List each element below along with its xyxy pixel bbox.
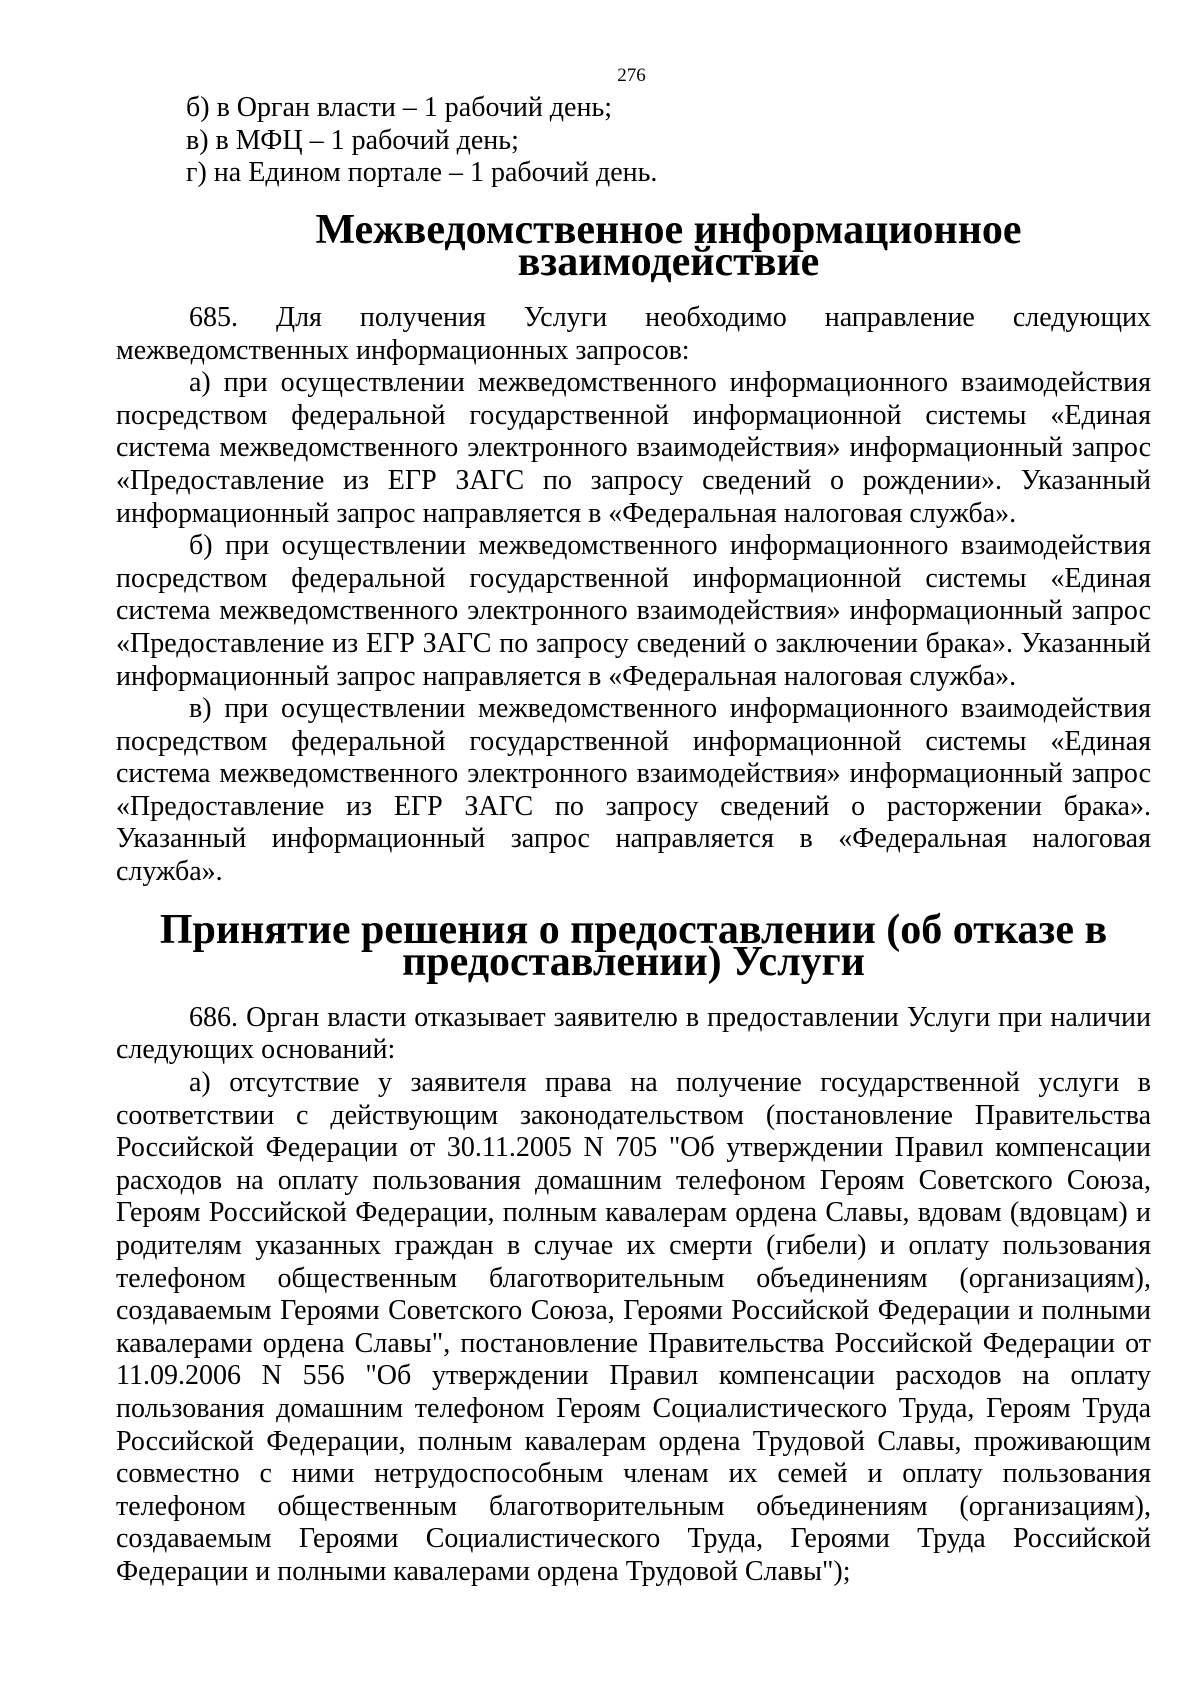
paragraph-686: 686. Орган власти отказывает заявителю в предоставлении Услуги при наличии следующих оснований: bbox=[116, 1001, 1151, 1066]
page-number: 276 bbox=[617, 65, 646, 86]
paragraph-685-b: б) при осуществлении межведомственного информационного взаимодействия посредством федеральной государственной информационной системы «Единая система межведомственного электронного взаимодействия» информационный запрос «Предоставление из ЕГР ЗАГС по запросу сведений о заключении брака». Указанный информационный запрос направляется в «Федеральная налоговая служба». bbox=[116, 530, 1151, 692]
list-item: б) в Орган власти – 1 рабочий день; bbox=[186, 92, 613, 123]
list-item: г) на Едином портале – 1 рабочий день. bbox=[186, 157, 658, 189]
document-body bbox=[116, 92, 1151, 1589]
list-item: в) в МФЦ – 1 рабочий день; bbox=[186, 124, 519, 156]
paragraph-685-v: в) при осуществлении межведомственного информационного взаимодействия посредством федеральной государственной информационной системы «Единая система межведомственного электронного взаимодействия» информационный запрос «Предоставление из ЕГР ЗАГС по запросу сведений о расторжении брака». Указанный информационный запрос направляется в «Федеральная налоговая служба». bbox=[116, 693, 1151, 888]
paragraph-685-a: а) при осуществлении межведомственного информационного взаимодействия посредством федеральной государственной информационной системы «Единая система межведомственного электронного взаимодействия» информационный запрос «Предоставление из ЕГР ЗАГС по запросу сведений о рождении». Указанный информационный запрос направляется в «Федеральная налоговая служба». bbox=[116, 367, 1151, 529]
section-heading-interagency: Межведомственное информационное взаимодействие bbox=[315, 206, 1022, 286]
paragraph-686-a: а) отсутствие у заявителя права на получение государственной услуги в соответствии с действующим законодательством (постановление Правительства Российской Федерации от 30.11.2005 N 705 "Об утверждении Правил компенсации расходов на оплату пользования домашним телефоном Героям Советского Союза, Героям Российской Федерации, полным кавалерам ордена Славы, вдовам (вдовцам) и родителям указанных граждан в случае их смерти (гибели) и оплату пользования телефоном общественным благотворительным объединениям (организациям), создаваемым Героями Советского Союза, Героями Российской Федерации и полными кавалерами ордена Славы", постановление Правительства Российской Федерации от 11.09.2006 N 556 "Об утверждении Правил компенсации расходов на оплату пользования домашним телефоном Героям Социалистического Труда, Героям Труда Российской Федерации, полным кавалерам ордена Трудовой Славы, проживающим совместно с ними нетрудоспособным членам их семей и оплату пользования телефоном общественным благотворительным объединениям (организациям), создаваемым Героями Социалистического Труда, Героями Труда Российской Федерации и полными кавалерами ордена Трудовой Славы"); bbox=[116, 1067, 1151, 1587]
section-heading-decision: Принятие решения о предоставлении (об отказе в предоставлении) Услуги bbox=[159, 906, 1108, 986]
paragraph-685: 685. Для получения Услуги необходимо направление следующих межведомственных информационных запросов: bbox=[116, 301, 1151, 366]
